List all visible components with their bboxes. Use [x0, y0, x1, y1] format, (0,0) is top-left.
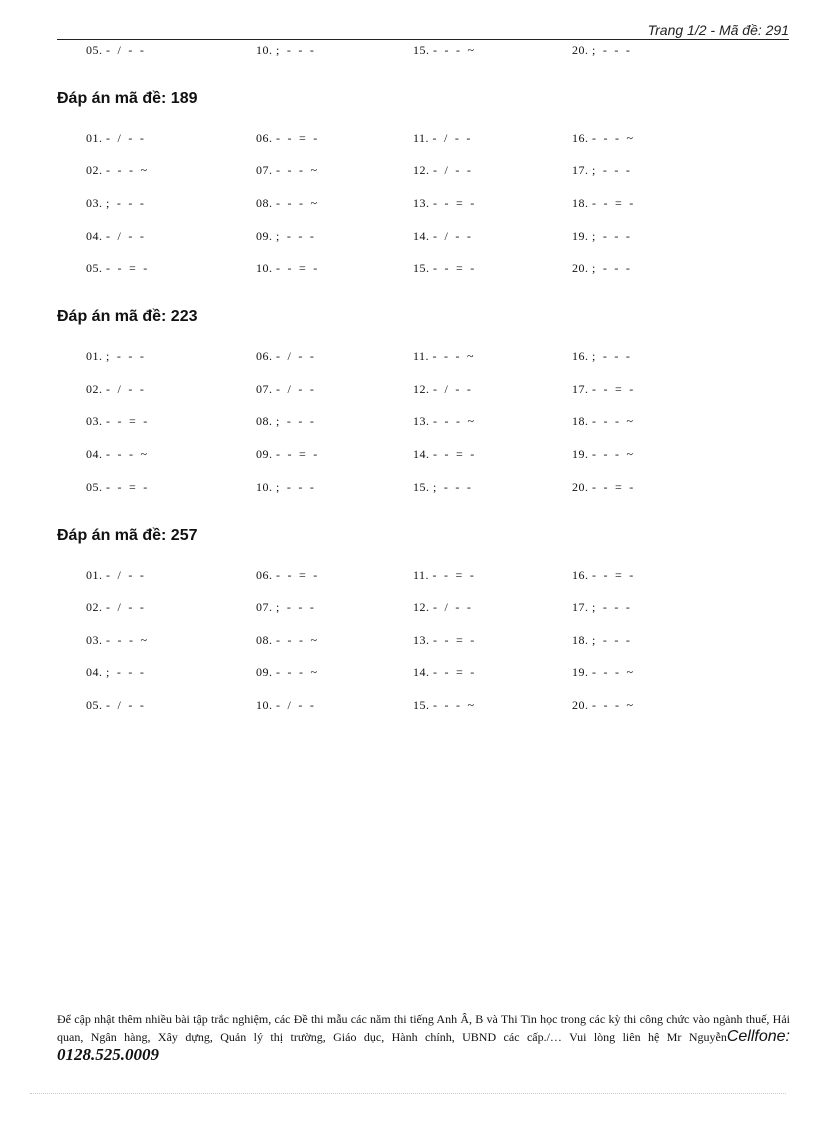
answer-cell: 03. - - = -	[86, 414, 148, 428]
footer-text: Để cập nhật thêm nhiều bài tập trắc nghiệm, các Đề thi mẫu các năm thi tiếng Anh Â, B và Thi Tin học trong các kỳ thi công chức vào ngành thuế, Hải quan, Ngân hàng, Xây dựng, Quản lý thị trường, Giáo dục, Hành chính, UBND các cấp./… Vui lòng liên hệ Mr Nguyễn	[57, 1012, 790, 1044]
section-title-223: Đáp án mã đề: 223	[57, 308, 198, 325]
answer-cell: 17. ; - - -	[572, 600, 631, 614]
answer-cell: 07. - - - ~	[256, 163, 318, 177]
answer-cell: 16. - - = -	[572, 568, 634, 582]
answer-cell: 19. ; - - -	[572, 229, 631, 243]
answer-cell: 20. ; - - -	[572, 43, 631, 57]
answer-cell: 08. ; - - -	[256, 414, 315, 428]
answer-cell: 14. - / - -	[413, 229, 472, 243]
answer-cell: 10. ; - - -	[256, 43, 315, 57]
answer-cell: 06. - / - -	[256, 349, 315, 363]
answer-row	[0, 478, 816, 496]
answer-cell: 05. - / - -	[86, 698, 145, 712]
answer-row	[0, 445, 816, 463]
answer-row	[0, 380, 816, 398]
answer-row	[0, 227, 816, 245]
answer-row	[0, 129, 816, 147]
answer-cell: 06. - - = -	[256, 131, 318, 145]
answer-cell: 07. ; - - -	[256, 600, 315, 614]
answer-cell: 07. - / - -	[256, 382, 315, 396]
answer-cell: 01. - / - -	[86, 131, 145, 145]
answer-cell: 18. - - - ~	[572, 414, 634, 428]
page-header	[57, 22, 789, 40]
answer-cell: 09. ; - - -	[256, 229, 315, 243]
answer-cell: 10. - - = -	[256, 261, 318, 275]
answer-cell: 15. - - - ~	[413, 43, 475, 57]
answer-cell: 11. - / - -	[413, 131, 471, 145]
answer-cell: 05. - / - -	[86, 43, 145, 57]
answer-cell: 11. - - - ~	[413, 349, 475, 363]
answer-row	[0, 663, 816, 681]
page-header-text: Trang 1/2 - Mã đề: 291	[647, 22, 789, 38]
answer-cell: 09. - - - ~	[256, 665, 318, 679]
answer-cell: 13. - - = -	[413, 196, 475, 210]
answer-row	[0, 41, 816, 59]
answer-cell: 10. - / - -	[256, 698, 315, 712]
answer-cell: 17. ; - - -	[572, 163, 631, 177]
answer-cell: 20. - - - ~	[572, 698, 634, 712]
answer-cell: 10. ; - - -	[256, 480, 315, 494]
answer-cell: 13. - - = -	[413, 633, 475, 647]
section-title-189: Đáp án mã đề: 189	[57, 90, 198, 107]
answer-row	[0, 566, 816, 584]
answer-cell: 15. ; - - -	[413, 480, 472, 494]
answer-cell: 01. - / - -	[86, 568, 145, 582]
footer-contact-number: 0128.525.0009	[57, 1045, 159, 1064]
answer-row	[0, 412, 816, 430]
answer-cell: 13. - - - ~	[413, 414, 475, 428]
answer-cell: 03. ; - - -	[86, 196, 145, 210]
answer-cell: 06. - - = -	[256, 568, 318, 582]
answer-cell: 15. - - = -	[413, 261, 475, 275]
answer-cell: 08. - - - ~	[256, 196, 318, 210]
answer-cell: 20. - - = -	[572, 480, 634, 494]
answer-cell: 11. - - = -	[413, 568, 475, 582]
answer-cell: 20. ; - - -	[572, 261, 631, 275]
answer-cell: 04. - - - ~	[86, 447, 148, 461]
answer-cell: 08. - - - ~	[256, 633, 318, 647]
answer-cell: 14. - - = -	[413, 665, 475, 679]
answer-row	[0, 631, 816, 649]
answer-cell: 01. ; - - -	[86, 349, 145, 363]
footer-contact-label: Cellfone:	[726, 1028, 790, 1045]
answer-row	[0, 696, 816, 714]
section-title-257: Đáp án mã đề: 257	[57, 527, 198, 544]
answer-cell: 02. - - - ~	[86, 163, 148, 177]
answer-cell: 19. - - - ~	[572, 447, 634, 461]
answer-cell: 12. - / - -	[413, 163, 472, 177]
answer-cell: 04. ; - - -	[86, 665, 145, 679]
answer-cell: 12. - / - -	[413, 382, 472, 396]
answer-cell: 16. - - - ~	[572, 131, 634, 145]
footer-note	[57, 1011, 790, 1065]
answer-cell: 02. - / - -	[86, 382, 145, 396]
answer-row	[0, 598, 816, 616]
page-bottom-divider	[30, 1093, 786, 1094]
answer-cell: 09. - - = -	[256, 447, 318, 461]
answer-cell: 05. - - = -	[86, 261, 148, 275]
answer-cell: 14. - - = -	[413, 447, 475, 461]
answer-row	[0, 161, 816, 179]
answer-cell: 18. ; - - -	[572, 633, 631, 647]
answer-cell: 12. - / - -	[413, 600, 472, 614]
answer-row	[0, 259, 816, 277]
answer-cell: 19. - - - ~	[572, 665, 634, 679]
answer-cell: 03. - - - ~	[86, 633, 148, 647]
answer-row	[0, 347, 816, 365]
answer-row	[0, 194, 816, 212]
answer-cell: 16. ; - - -	[572, 349, 631, 363]
answer-cell: 15. - - - ~	[413, 698, 475, 712]
answer-cell: 02. - / - -	[86, 600, 145, 614]
answer-cell: 04. - / - -	[86, 229, 145, 243]
answer-cell: 18. - - = -	[572, 196, 634, 210]
answer-cell: 17. - - = -	[572, 382, 634, 396]
answer-cell: 05. - - = -	[86, 480, 148, 494]
